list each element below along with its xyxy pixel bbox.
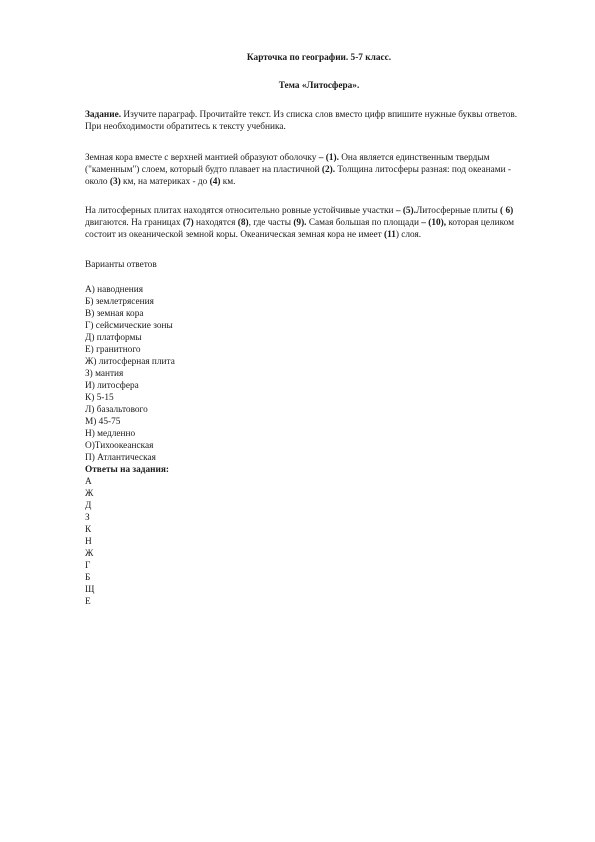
answer-option: Н) медленно <box>85 429 136 439</box>
blank-marker: (11 <box>383 230 396 240</box>
answer-option: О)Тихоокеанская <box>85 441 154 451</box>
answer-options-list <box>85 284 525 464</box>
blank-marker: (8) <box>237 218 249 228</box>
answer-option: Л) базальтового <box>85 405 148 415</box>
blank-marker: ( 6) <box>500 206 514 216</box>
text-fragment: Толщина литосферы разная: под океанами - около <box>85 165 511 187</box>
answer-option: Б) землетрясения <box>85 297 154 307</box>
answer-option: П) Атлантическая <box>85 453 156 463</box>
variants-heading: Варианты ответов <box>85 260 157 270</box>
topic-heading: Тема «Литосфера». <box>278 81 360 91</box>
answer-option: К) 5-15 <box>85 393 114 403</box>
answer-item: Е <box>85 597 91 607</box>
answer-item: Ж <box>85 489 94 499</box>
task-instructions <box>85 109 525 133</box>
blank-marker: (9). <box>293 218 307 228</box>
worksheet-page <box>85 52 525 608</box>
answer-item: З <box>85 513 90 523</box>
answer-item: Н <box>85 537 92 547</box>
text-paragraph-2 <box>85 205 525 241</box>
answer-item: Щ <box>85 585 95 595</box>
text-fragment: ) слоя. <box>395 230 422 240</box>
answer-item: А <box>85 477 92 487</box>
answer-item: Б <box>85 573 91 583</box>
blank-marker: (4) <box>209 177 221 187</box>
task-label: Задание. <box>85 110 122 120</box>
text-fragment: двигаются. На границах <box>85 218 183 228</box>
worksheet-title: Карточка по географии. 5-7 класс. <box>246 53 392 63</box>
answer-option: Ж) литосферная плита <box>85 357 175 367</box>
answer-item: Г <box>85 561 91 571</box>
text-paragraph-1 <box>85 152 525 188</box>
text-fragment: км, на материках - до <box>120 177 210 187</box>
answers-heading: Ответы на задания: <box>85 465 169 475</box>
answer-option: В) земная кора <box>85 309 144 319</box>
answer-option: Д) платформы <box>85 333 142 343</box>
blank-marker: (2). <box>321 165 336 175</box>
text-fragment: Самая большая по площади <box>306 218 422 228</box>
answer-item: Ж <box>85 549 94 559</box>
blank-marker: (3) <box>109 177 121 187</box>
blank-marker: – (1). <box>318 153 339 163</box>
answer-option: З) мантия <box>85 369 124 379</box>
answer-option: А) наводнения <box>85 285 144 295</box>
answer-option: М) 45-75 <box>85 417 121 427</box>
answer-option: И) литосфера <box>85 381 139 391</box>
text-fragment: Земная кора вместе с верхней мантией образуют оболочку <box>85 153 319 163</box>
text-fragment: Она является единственным твердым ("каменным") слоем, который будто плавает на пластичной <box>85 153 490 175</box>
blank-marker: – (5). <box>395 206 416 216</box>
blank-marker: – (10), <box>421 218 447 228</box>
text-fragment: Литосферные плиты <box>415 206 501 216</box>
blank-marker: (7) <box>182 218 194 228</box>
answers-list <box>85 476 525 608</box>
text-fragment: км. <box>220 177 236 187</box>
answer-item: Д <box>85 501 92 511</box>
text-fragment: , где часты <box>248 218 294 228</box>
answer-option: Г) сейсмические зоны <box>85 321 173 331</box>
answer-option: Е) гранитного <box>85 345 141 355</box>
text-fragment: На литосферных плитах находятся относительно ровные устойчивые участки <box>85 206 396 216</box>
task-text: Изучите параграф. Прочитайте текст. Из списка слов вместо цифр впишите нужные буквы ответов. При необходимости обратитесь к тексту учебника. <box>85 110 518 132</box>
text-fragment: которая целиком состоит из океанической земной коры. Океаническая земная кора не имеет <box>85 218 515 240</box>
answer-item: К <box>85 525 92 535</box>
text-fragment: находятся <box>193 218 238 228</box>
